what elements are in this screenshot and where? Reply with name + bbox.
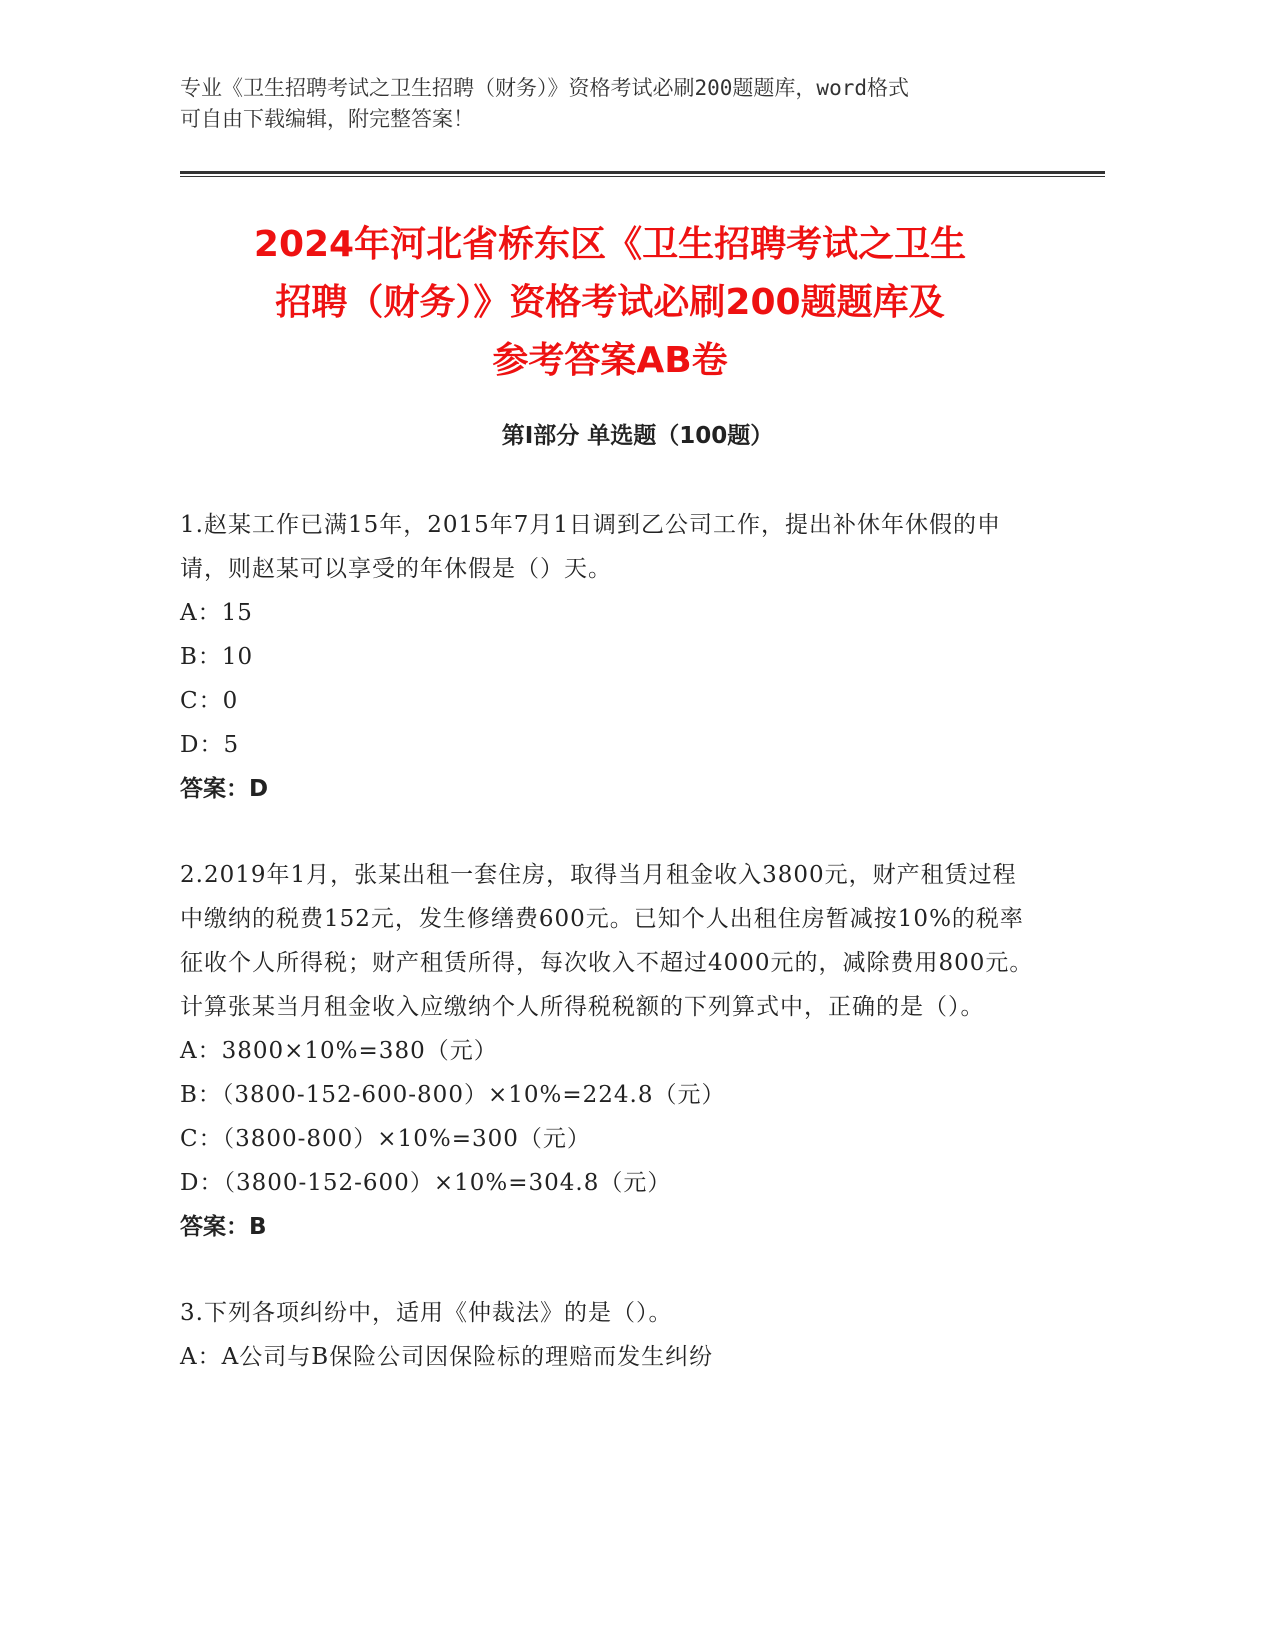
header-divider-thin — [180, 176, 1105, 177]
answer: 答案：B — [180, 1214, 267, 1240]
header-divider-thick — [180, 171, 1105, 174]
option-c: C：0 — [180, 688, 239, 714]
option-d: D：（3800-152-600）×10%=304.8（元） — [180, 1170, 672, 1196]
document-title-line-1: 2024年河北省桥东区《卫生招聘考试之卫生 — [253, 224, 967, 265]
question-2 — [180, 853, 1040, 1249]
option-a: A：A公司与B保险公司因保险标的理赔而发生纠纷 — [180, 1344, 714, 1370]
answer: 答案：D — [180, 776, 269, 802]
option-b: B：10 — [180, 644, 254, 670]
option-b: B：（3800-152-600-800）×10%=224.8（元） — [180, 1082, 726, 1108]
header-note — [180, 73, 1040, 135]
document-title — [160, 216, 1060, 390]
option-d: D：5 — [180, 732, 240, 758]
option-a: A：3800×10%=380（元） — [180, 1038, 498, 1064]
document-title-line-2: 招聘（财务）》资格考试必刷200题题库及 — [275, 282, 945, 323]
document-title-line-3: 参考答案AB卷 — [492, 340, 728, 381]
question-stem: 2.2019年1月，张某出租一套住房，取得当月租金收入3800元，财产租赁过程中缴纳的税费152元，发生修缮费600元。已知个人出租住房暂减按10%的税率征收个人所得税；财产租赁所得，每次收入不超过4000元的，减除费用800元。计算张某当月租金收入应缴纳个人所得税税额的下列算式中，正确的是（）。 — [180, 862, 1034, 1020]
option-c: C：（3800-800）×10%=300（元） — [180, 1126, 591, 1152]
option-a: A：15 — [180, 600, 253, 626]
header-note-line-2: 可自由下载编辑，附完整答案！ — [180, 107, 474, 131]
section-heading: 第Ⅰ部分 单选题（100题） — [501, 423, 774, 449]
question-3 — [180, 1291, 1040, 1379]
question-stem: 3.下列各项纠纷中，适用《仲裁法》的是（）。 — [180, 1300, 673, 1326]
question-stem: 1.赵某工作已满15年，2015年7月1日调到乙公司工作，提出补休年休假的申请，则赵某可以享受的年休假是（）天。 — [180, 512, 1002, 582]
header-note-line-1: 专业《卫生招聘考试之卫生招聘（财务）》资格考试必刷200题题库，word格式 — [180, 76, 909, 100]
question-1 — [180, 503, 1040, 811]
question-list — [180, 503, 1040, 1421]
